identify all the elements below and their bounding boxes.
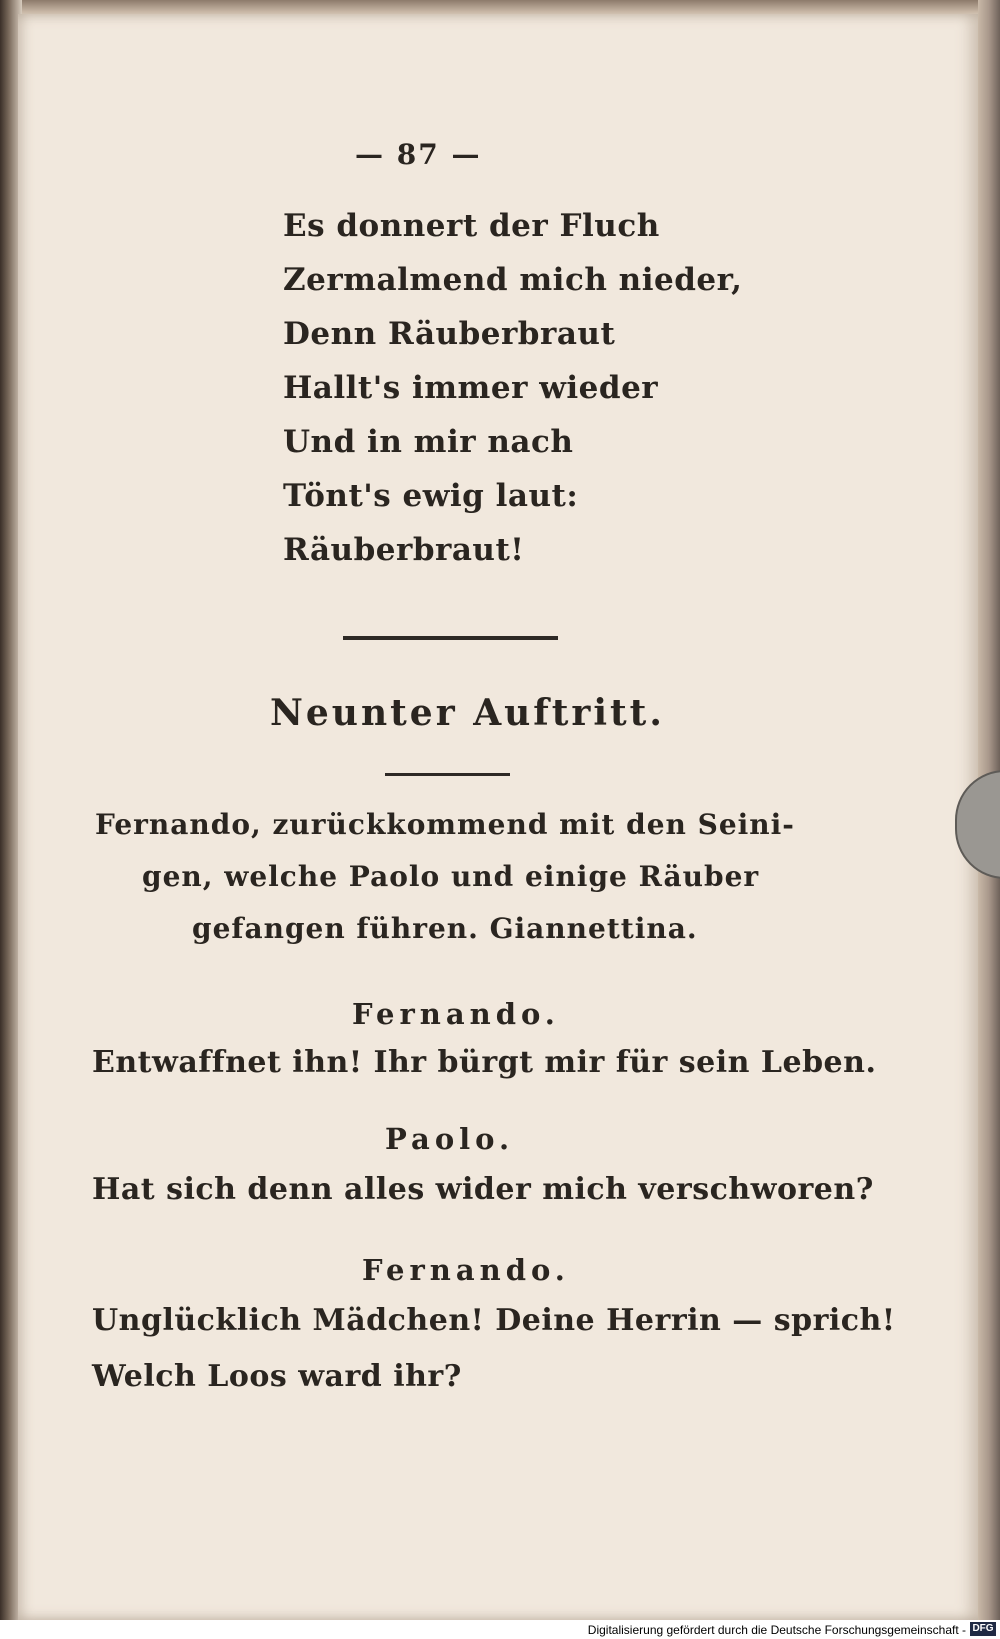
funding-notice: Digitalisierung gefördert durch die Deutsche Forschungsgemeinschaft - [587,1623,966,1637]
verse-line: Räuberbraut! [283,532,525,568]
stage-direction-line: gefangen führen. Giannettina. [192,912,698,945]
verse-line: Denn Räuberbraut [283,316,616,352]
dfg-logo: DFG [970,1622,996,1636]
verse-line: Hallt's immer wieder [283,370,659,406]
speaker-name: Paolo. [385,1122,515,1156]
stage-direction-line: Fernando, zurückkommend mit den Seini- [95,808,795,841]
verse-line: Zermalmend mich nieder, [283,262,743,298]
digitization-footer [0,1620,1000,1639]
speaker-name: Fernando. [352,997,560,1031]
verse-line: Und in mir nach [283,424,574,460]
section-divider [343,636,558,640]
stage-direction-line: gen, welche Paolo und einige Räuber [142,860,760,893]
dialogue-line: Entwaffnet ihn! Ihr bürgt mir für sein Leben. [92,1045,877,1080]
dialogue-line: Unglücklich Mädchen! Deine Herrin — sprich! [92,1303,896,1338]
scene-title: Neunter Auftritt. [270,692,665,734]
title-underline [385,773,510,776]
speaker-name: Fernando. [362,1253,570,1287]
verse-line: Es donnert der Fluch [283,208,660,244]
dialogue-line: Welch Loos ward ihr? [92,1359,462,1394]
verse-line: Tönt's ewig laut: [283,478,579,514]
page-number: — 87 — [355,138,482,171]
dialogue-line: Hat sich denn alles wider mich verschworen? [92,1172,874,1207]
